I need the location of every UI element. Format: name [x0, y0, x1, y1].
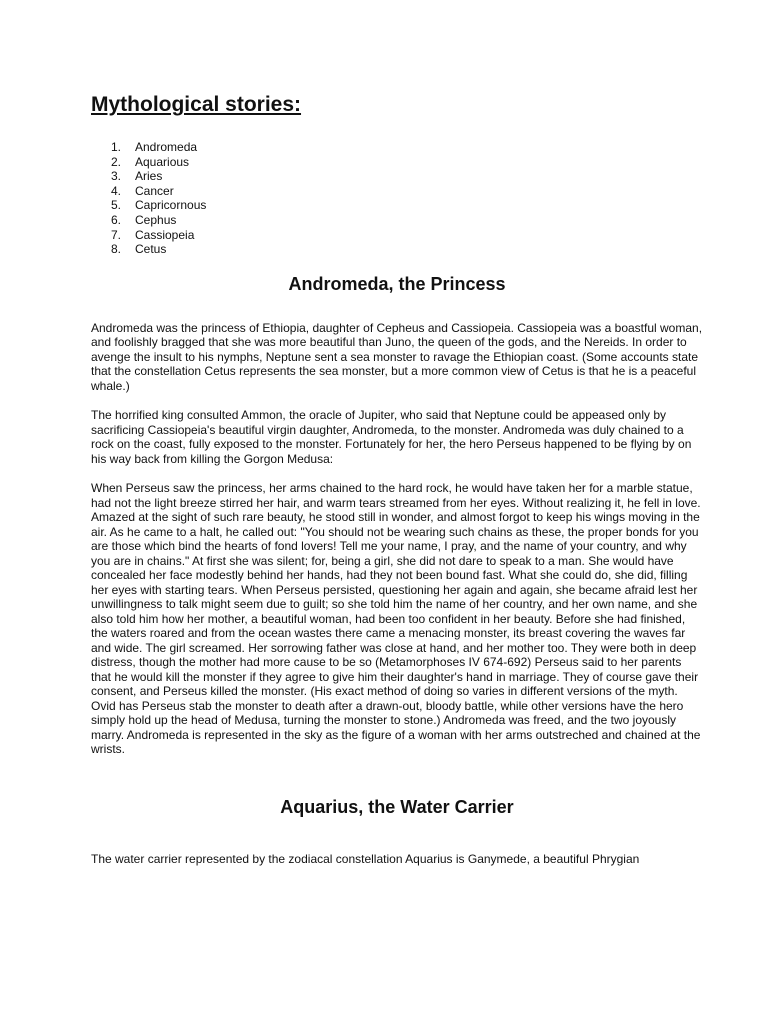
- toc-label: Cetus: [135, 242, 167, 257]
- section-andromeda: [91, 272, 703, 757]
- section-heading: Andromeda, the Princess: [288, 273, 506, 294]
- toc-item-cassiopeia: [91, 228, 703, 243]
- paragraph: The horrified king consulted Ammon, the oracle of Jupiter, who said that Neptune could be appeased only by sacrificing Cassiopeia's beautiful virgin daughter, Andromeda, to the monster. Andromeda was duly chained to a rock on the coast, fully exposed to the monster. Fortunately for her, the hero Perseus happened to be flying by on his way back from killing the Gorgon Medusa:: [91, 408, 692, 466]
- toc-number: 1.: [111, 140, 122, 154]
- toc-label: Aquarious: [135, 154, 190, 169]
- toc-item-cephus: [91, 213, 703, 228]
- paragraph: Andromeda was the princess of Ethiopia, daughter of Cepheus and Cassiopeia. Cassiopeia was a boastful woman, and foolishly bragged that she was more beautiful than Juno, the queen of the gods, and the Nereids. In order to avenge the insult to his nymphs, Neptune sent a sea monster to ravage the Ethiopian coast. (Some accounts state that the constellation Cetus represents the sea monster, but a more common view of Cetus is that he is a peaceful whale.): [91, 320, 703, 393]
- toc-label: Aries: [135, 169, 163, 184]
- toc-item-cancer: [91, 184, 703, 199]
- toc-number: 4.: [111, 183, 122, 198]
- toc-number: 6.: [111, 212, 122, 227]
- document-title: Mythological stories:: [91, 93, 302, 116]
- toc-label: Cassiopeia: [135, 227, 195, 242]
- toc-item-capricornous: [91, 198, 703, 213]
- toc-item-aries: [91, 169, 703, 184]
- section-aquarius: [91, 795, 703, 867]
- toc-label: Andromeda: [135, 140, 198, 154]
- toc-number: 2.: [111, 154, 122, 169]
- toc-number: 3.: [111, 169, 122, 184]
- toc-item-andromeda: [91, 140, 703, 155]
- toc-number: 5.: [111, 198, 122, 213]
- toc-label: Capricornous: [135, 198, 207, 213]
- document-page: [91, 90, 703, 866]
- toc-item-aquarious: [91, 155, 703, 170]
- section-heading: Aquarius, the Water Carrier: [280, 796, 514, 817]
- table-of-contents: [91, 140, 703, 257]
- toc-label: Cancer: [135, 183, 174, 198]
- toc-label: Cephus: [135, 212, 177, 227]
- toc-number: 7.: [111, 227, 122, 242]
- toc-number: 8.: [111, 242, 122, 257]
- toc-item-cetus: [91, 242, 703, 257]
- paragraph: The water carrier represented by the zodiacal constellation Aquarius is Ganymede, a beautiful Phrygian: [91, 851, 640, 866]
- paragraph: When Perseus saw the princess, her arms chained to the hard rock, he would have taken her for a marble statue, had not the light breeze stirred her hair, and warm tears streamed from her eyes. Without realizing it, he fell in love. Amazed at the sight of such rare beauty, he stood still in wonder, and almost forgot to keep his wings moving in the air. As he came to a halt, he called out: "You should not be wearing such chains as these, the proper bonds for you are those which bind the hearts of fond lovers! Tell me your name, I pray, and the name of your country, and why you are in chains." At first she was silent; for, being a girl, she did not dare to speak to a man. She would have concealed her face modestly behind her hands, had they not been bound fast. What she could do, she did, filling her eyes with starting tears. When Perseus persisted, questioning her again and again, she became afraid lest her unwillingness to talk might seem due to guilt; so she told him the name of her country, and her own name, and she also told him how her mother, a beautiful woman, had been too confident in her beauty. Before she had finished, the waters roared and from the ocean wastes there came a menacing monster, its breast covering the waves far and wide. The girl screamed. Her sorrowing father was close at hand, and her mother too. They were both in deep distress, though the mother had more cause to be so (Metamorphoses IV 674-692) Perseus said to her parents that he would kill the monster if they agree to give him their daughter's hand in marriage. They of course gave their consent, and Perseus killed the monster. (His exact method of doing so varies in different versions of the myth. Ovid has Perseus stab the monster to death after a drawn-out, bloody battle, while other versions have the hero simply hold up the head of Medusa, turning the monster to stone.) Andromeda was freed, and the two joyously marry. Andromeda is represented in the sky as the figure of a woman with her arms outstreched and chained at the wrists.: [91, 481, 701, 757]
